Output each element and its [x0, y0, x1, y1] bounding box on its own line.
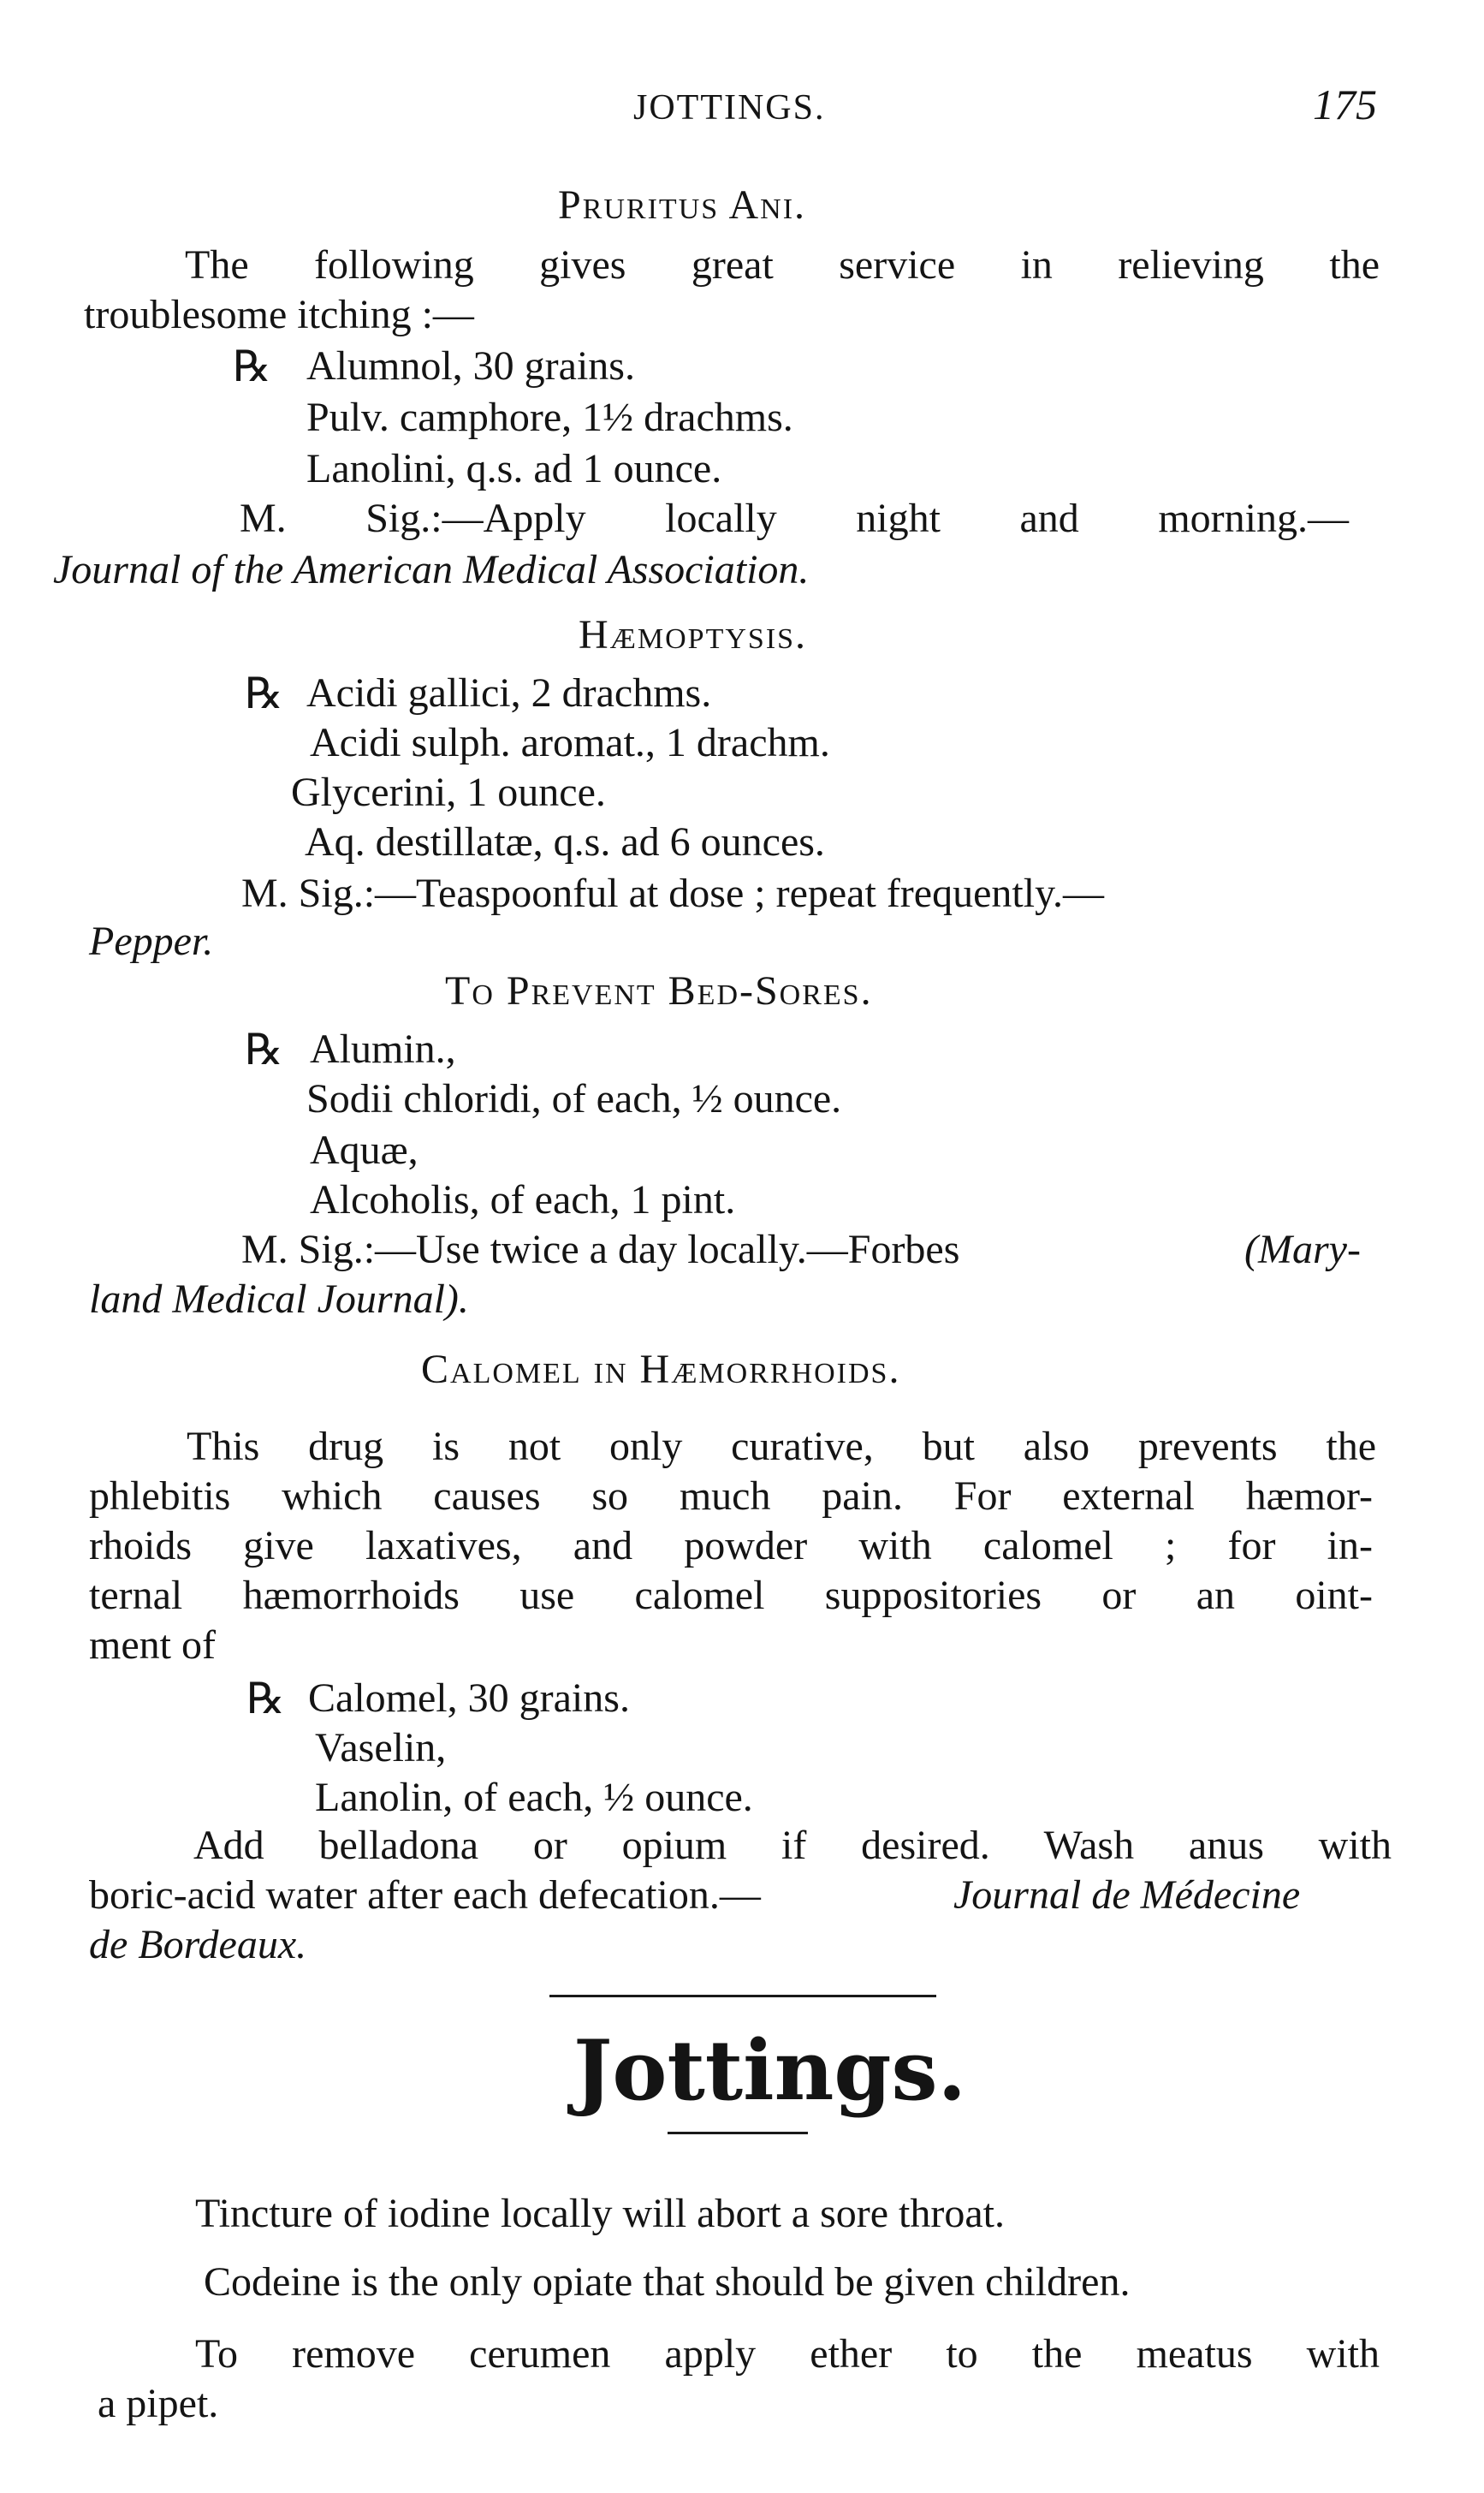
jotting-item-1: Tincture of iodine locally will abort a sore throat. [195, 2191, 1006, 2236]
haemoptysis-rx-line-3: Glycerini, 1 ounce. [291, 770, 606, 815]
prescription-symbol: ℞ [245, 669, 283, 717]
haemoptysis-rx-line-1: Acidi gallici, 2 drachms. [306, 670, 712, 716]
haemoptysis-source: Pepper. [89, 919, 214, 964]
haemoptysis-rx-line-2: Acidi sulph. aromat., 1 drachm. [310, 720, 830, 765]
bed-sores-source-part-1: (Mary- [1244, 1227, 1361, 1272]
section-heading-bed-sores: To Prevent Bed-Sores. [445, 968, 873, 1014]
pruritus-rx-line-1: Alumnol, 30 grains. [306, 343, 635, 389]
prescription-symbol: ℞ [245, 1026, 283, 1074]
jotting-item-3-line-1: To remove cerumen apply ether to the meatus with [195, 2331, 1380, 2377]
jottings-title: Jottings. [573, 2022, 966, 2119]
pruritus-rx-line-2: Pulv. camphore, 1½ drachms. [306, 395, 793, 440]
jotting-item-2: Codeine is the only opiate that should be given children. [204, 2259, 1131, 2305]
haemoptysis-signa: M. Sig.:—Teaspoonful at dose ; repeat frequently.— [241, 871, 1104, 916]
calomel-after-line-1: Add belladona or opium if desired. Wash anus with [193, 1823, 1392, 1868]
pruritus-intro-line-2: troublesome itching :— [84, 292, 474, 337]
calomel-source-part-2: de Bordeaux. [89, 1922, 307, 1967]
page-number: 175 [1313, 80, 1377, 128]
bed-sores-rx-line-1: Alumin., [310, 1026, 456, 1072]
bed-sores-rx-line-2: Sodii chloridi, of each, ½ ounce. [306, 1076, 842, 1122]
prescription-symbol: ℞ [246, 1675, 285, 1722]
running-title: JOTTINGS. [633, 88, 826, 128]
calomel-body-line-1: This drug is not only curative, but also prevents the [187, 1424, 1376, 1469]
bed-sores-signa: M. Sig.:—Use twice a day locally.—Forbes [241, 1227, 960, 1272]
pruritus-signa: M. Sig.:—Apply locally night and morning.— [240, 496, 1349, 541]
calomel-rx-line-2: Vaselin, [315, 1725, 447, 1770]
calomel-body-line-5: ment of [89, 1622, 216, 1668]
jotting-item-3-line-2: a pipet. [98, 2381, 219, 2426]
bed-sores-source-part-2: land Medical Journal). [89, 1276, 469, 1322]
pruritus-source: Journal of the American Medical Association. [53, 547, 810, 592]
section-heading-haemoptysis: Hæmoptysis. [579, 612, 808, 657]
section-heading-pruritus-ani: Pruritus Ani. [558, 182, 807, 228]
calomel-rx-line-1: Calomel, 30 grains. [308, 1675, 630, 1721]
calomel-body-line-4: ternal hæmorrhoids use calomel suppositories or an oint- [89, 1573, 1373, 1618]
section-divider-top [549, 1995, 936, 1997]
bed-sores-rx-line-4: Alcoholis, of each, 1 pint. [310, 1177, 736, 1223]
prescription-symbol: ℞ [233, 342, 271, 390]
calomel-rx-line-3: Lanolin, of each, ½ ounce. [315, 1775, 753, 1820]
calomel-source-part-1: Journal de Médecine [953, 1872, 1301, 1918]
bed-sores-rx-line-3: Aquæ, [310, 1128, 418, 1173]
section-heading-calomel: Calomel in Hæmorrhoids. [421, 1347, 901, 1392]
section-divider-bottom [668, 2132, 808, 2134]
haemoptysis-rx-line-4: Aq. destillatæ, q.s. ad 6 ounces. [305, 819, 825, 865]
calomel-after-line-2: boric-acid water after each defecation.— [89, 1872, 761, 1918]
calomel-body-line-2: phlebitis which causes so much pain. For external hæmor- [89, 1473, 1373, 1519]
pruritus-rx-line-3: Lanolini, q.s. ad 1 ounce. [306, 446, 722, 491]
calomel-body-line-3: rhoids give laxatives, and powder with calomel ; for in- [89, 1523, 1373, 1568]
pruritus-intro-line-1: The following gives great service in relieving the [185, 242, 1380, 288]
